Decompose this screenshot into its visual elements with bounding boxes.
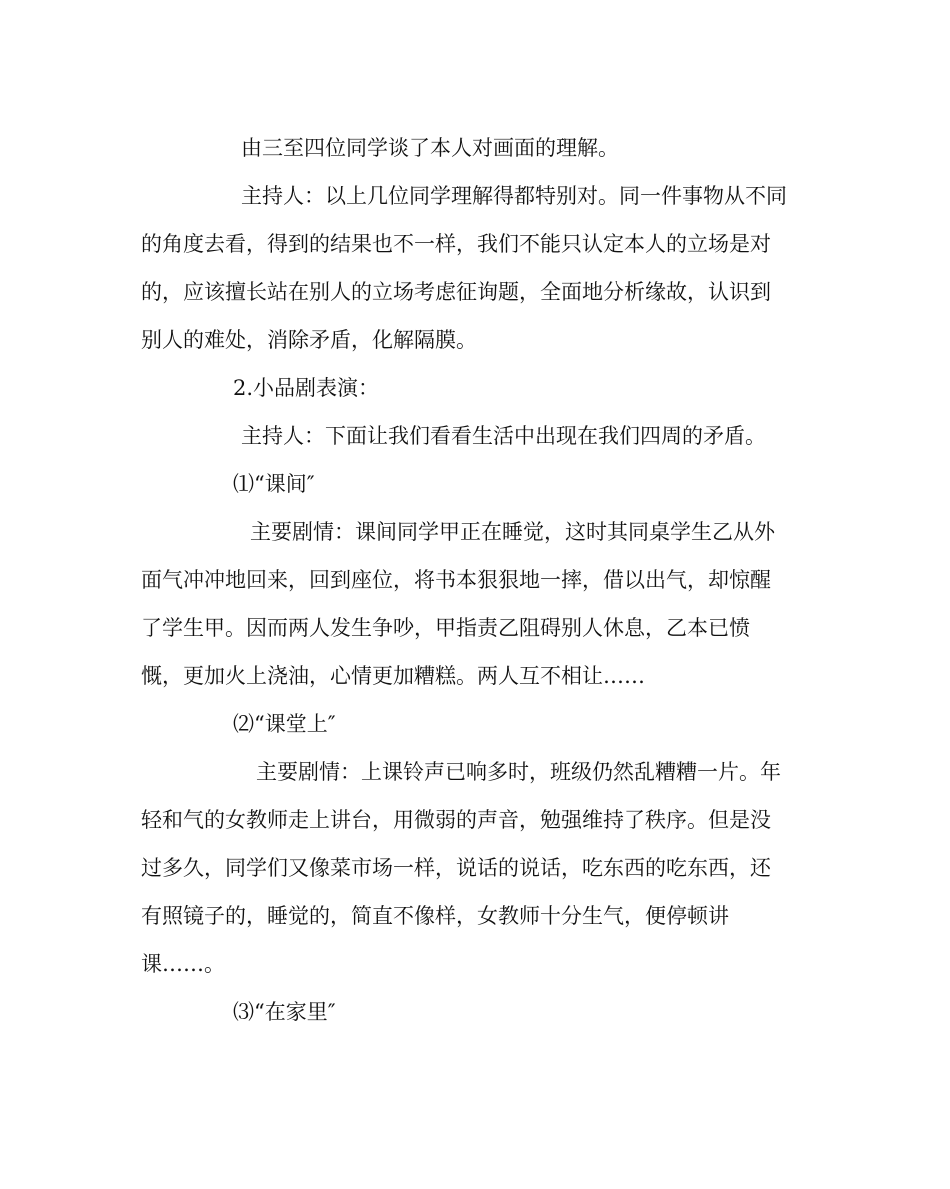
paragraph-line-17: 有照镜子的，睡觉的，简直不像样，女教师十分生气，便停顿讲 bbox=[141, 904, 729, 928]
paragraph-line-9: 主要剧情：课间同学甲正在睡觉，这时其同桌学生乙从外 bbox=[250, 520, 775, 544]
paragraph-line-3: 的角度去看，得到的结果也不一样，我们不能只认定本人的立场是对 bbox=[141, 232, 771, 256]
subsection-heading-1: ⑴“课间″ bbox=[233, 472, 315, 496]
section-heading-skit: 2.小品剧表演： bbox=[233, 376, 380, 400]
paragraph-line-4: 的，应该擅长站在别人的立场考虑征询题，全面地分析缘故，认识到 bbox=[141, 280, 771, 304]
paragraph-line-14: 主要剧情：上课铃声已响多时，班级仍然乱糟糟一片。年 bbox=[256, 760, 781, 784]
subsection-heading-3: ⑶“在家里″ bbox=[233, 1000, 336, 1024]
paragraph-line-12: 慨，更加火上浇油，心情更加糟糕。两人互不相让…… bbox=[141, 664, 645, 688]
paragraph-line-2: 主持人：以上几位同学理解得都特别对。同一件事物从不同 bbox=[241, 184, 787, 208]
paragraph-line-16: 过多久，同学们又像菜市场一样，说话的说话，吃东西的吃东西，还 bbox=[141, 856, 771, 880]
paragraph-line-11: 了学生甲。因而两人发生争吵，甲指责乙阻碍别人休息，乙本已愤 bbox=[141, 616, 750, 640]
subsection-heading-2: ⑵“课堂上″ bbox=[233, 712, 336, 736]
paragraph-line-1: 由三至四位同学谈了本人对画面的理解。 bbox=[241, 136, 619, 160]
paragraph-line-18: 课……。 bbox=[141, 952, 225, 976]
paragraph-line-10: 面气冲冲地回来，回到座位，将书本狠狠地一摔，借以出气，却惊醒 bbox=[141, 568, 771, 592]
paragraph-line-5: 别人的难处，消除矛盾，化解隔膜。 bbox=[141, 328, 477, 352]
paragraph-line-7: 主持人：下面让我们看看生活中出现在我们四周的矛盾。 bbox=[241, 424, 766, 448]
paragraph-line-15: 轻和气的女教师走上讲台，用微弱的声音，勉强维持了秩序。但是没 bbox=[141, 808, 771, 832]
